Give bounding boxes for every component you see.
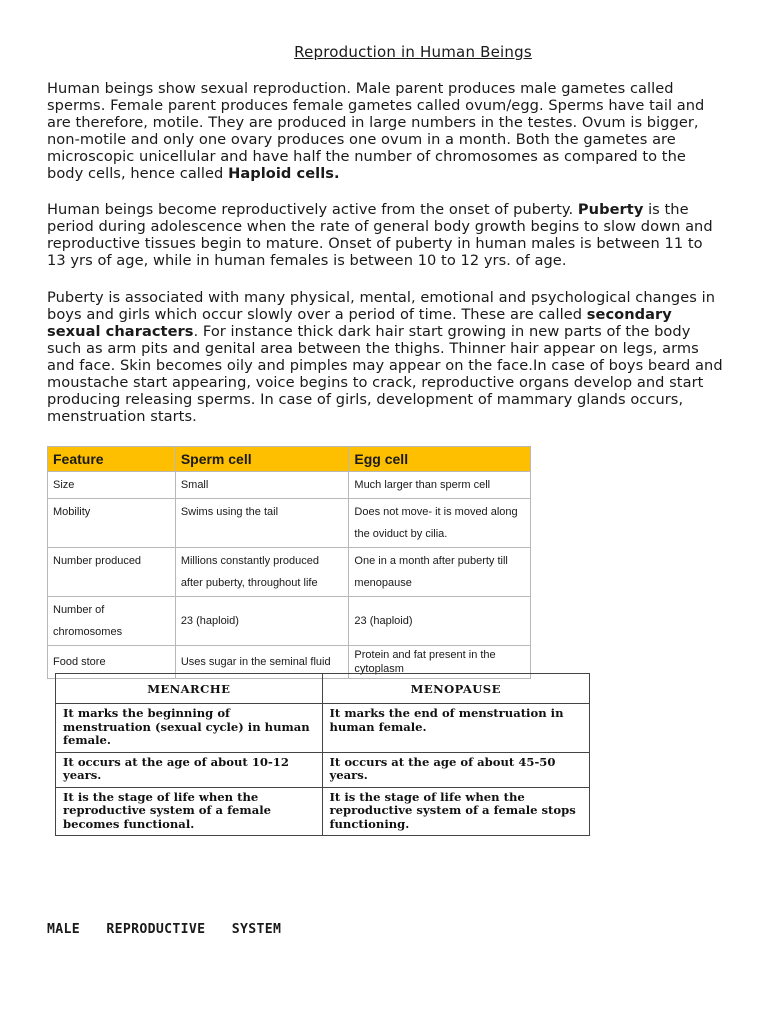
- table-cell: Swims using the tail: [175, 499, 349, 548]
- sperm-egg-comparison-table: [47, 446, 531, 679]
- table-cell: Does not move- it is moved along the oviduct by cilia.: [349, 499, 531, 548]
- paragraph-bold-term: Haploid cells.: [228, 165, 340, 182]
- column-header: MENARCHE: [56, 674, 323, 704]
- table-cell: 23 (haploid): [349, 597, 531, 646]
- table-cell: Mobility: [48, 499, 176, 548]
- table-cell: Much larger than sperm cell: [349, 472, 531, 499]
- table-cell: It occurs at the age of about 45-50 years.: [322, 752, 590, 787]
- table-row: [48, 548, 531, 597]
- table-cell: One in a month after puberty till menopause: [349, 548, 531, 597]
- table-row: [48, 499, 531, 548]
- section-heading: MALE REPRODUCTIVE SYSTEM: [47, 922, 282, 937]
- table-cell: Millions constantly produced after puberty, throughout life: [175, 548, 349, 597]
- table-row: [56, 787, 590, 836]
- table-row: [48, 597, 531, 646]
- paragraph-puberty: [47, 201, 723, 269]
- table-cell: Protein and fat present in the cytoplasm: [349, 646, 531, 679]
- table-cell: Number of chromosomes: [48, 597, 176, 646]
- table-cell: Food store: [48, 646, 176, 679]
- paragraph-text: Human beings become reproductively active from the onset of puberty.: [47, 201, 578, 218]
- paragraph-secondary-characters: [47, 289, 723, 425]
- paragraph-bold-term: secondary sexual characters: [47, 306, 672, 340]
- column-header: MENOPAUSE: [322, 674, 590, 704]
- table-header-row: [56, 674, 590, 704]
- table-row: [48, 472, 531, 499]
- paragraph-text-after: is the period during adolescence when the rate of general body growth begins to slow down and reproductive tissues begin to mature. Onset of puberty in human males is between 11 to 13 yrs of age, while in human females is between 10 to 12 yrs. of age.: [47, 201, 713, 269]
- paragraph-text-after: . For instance thick dark hair start growing in new parts of the body such as arm pits and genital area between the thighs. Thinner hair appear on legs, arms and face. Skin becomes oily and pimples may appear on the face.In case of boys beard and moustache start appearing, voice begins to crack, reproductive organs develop and start producing releasing sperms. In case of girls, development of mammary glands occurs, menstruation starts.: [47, 323, 723, 425]
- table-row: [56, 752, 590, 787]
- column-header: Egg cell: [349, 447, 531, 472]
- table-cell: 23 (haploid): [175, 597, 349, 646]
- table-cell: Number produced: [48, 548, 176, 597]
- table-cell: It occurs at the age of about 10-12 years.: [56, 752, 323, 787]
- table-row: [56, 704, 590, 753]
- column-header: Feature: [48, 447, 176, 472]
- table-cell: It marks the beginning of menstruation (sexual cycle) in human female.: [56, 704, 323, 753]
- paragraph-text: Puberty is associated with many physical, mental, emotional and psychological changes in boys and girls which occur slowly over a period of time. These are called: [47, 289, 715, 323]
- table-cell: It is the stage of life when the reproductive system of a female becomes functional.: [56, 787, 323, 836]
- column-header: Sperm cell: [175, 447, 349, 472]
- menarche-menopause-table: [55, 673, 590, 836]
- table-cell: Small: [175, 472, 349, 499]
- paragraph-gametes: [47, 80, 723, 182]
- page-title: Reproduction in Human Beings: [294, 43, 532, 61]
- table-cell: Size: [48, 472, 176, 499]
- paragraph-bold-term: Puberty: [577, 201, 644, 218]
- paragraph-text: Human beings show sexual reproduction. Male parent produces male gametes called sperms. Female parent produces female gametes called ovum/egg. Sperms have tail and are therefore, motile. They are produced in large numbers in the testes. Ovum is bigger, non-motile and only one ovary produces one ovum in a month. Both the gametes are microscopic unicellular and have half the number of chromosomes as compared to the body cells, hence called: [47, 80, 705, 182]
- table-cell: Uses sugar in the seminal fluid: [175, 646, 349, 679]
- table-header-row: [48, 447, 531, 472]
- table-cell: It marks the end of menstruation in human female.: [322, 704, 590, 753]
- table-cell: It is the stage of life when the reproductive system of a female stops functioning.: [322, 787, 590, 836]
